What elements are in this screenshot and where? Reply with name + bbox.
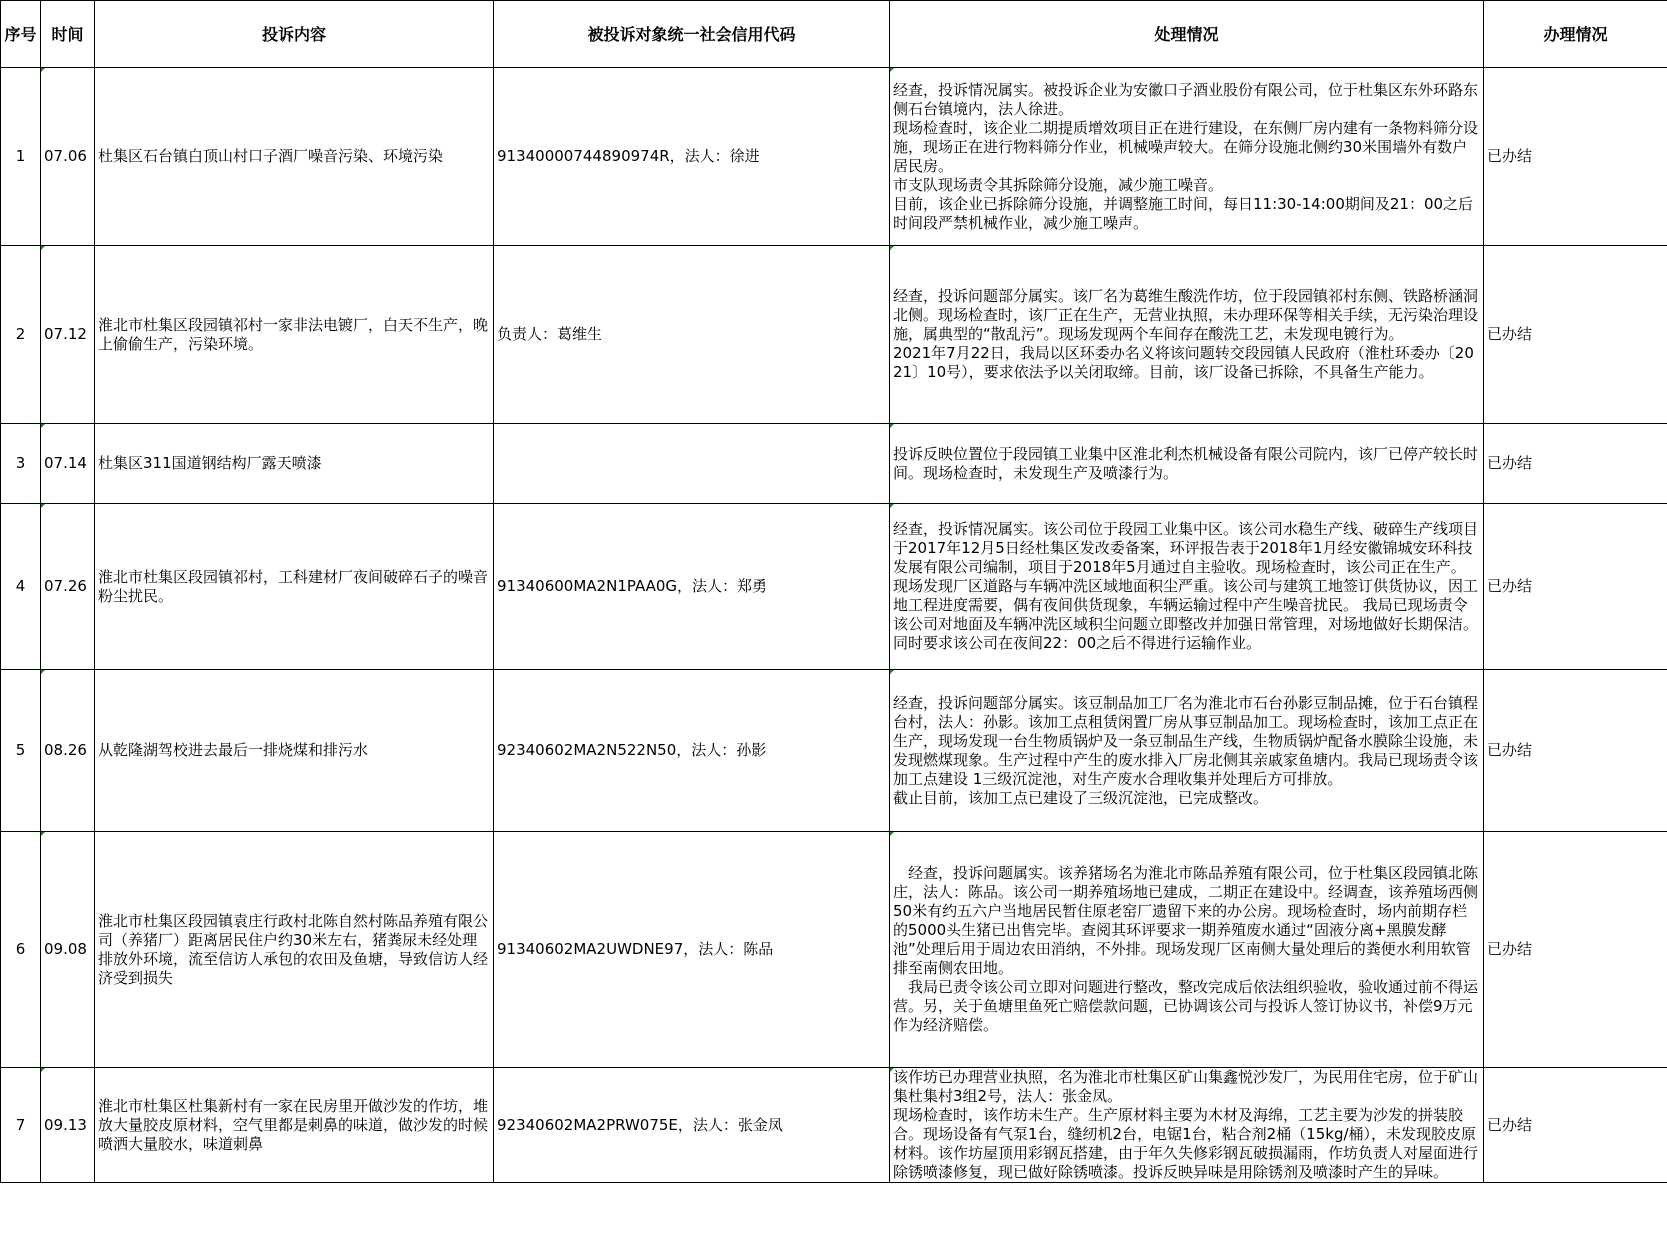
header-seq: 序号: [1, 1, 41, 68]
table-row: [1, 246, 1667, 424]
cell-handling: [890, 670, 1484, 832]
handling-paragraph: 2021年7月22日，我局以区环委办名义将该问题转交段园镇人民政府（淮杜环委办〔2021〕10号），要求依法予以关闭取缔。目前，该厂设备已拆除，不具备生产能力。: [893, 344, 1474, 381]
handling-paragraph: 经查，投诉情况属实。被投诉企业为安徽口子酒业股份有限公司，位于杜集区东外环路东侧石台镇境内，法人徐进。: [893, 80, 1479, 118]
cell-code: 91340600MA2N1PAA0G，法人：郑勇: [494, 504, 890, 670]
cell-handling: [890, 68, 1484, 246]
handling-paragraph: 市支队现场责令其拆除筛分设施，减少施工噪音。: [893, 175, 1224, 194]
cell-seq: 1: [1, 68, 41, 246]
cell-seq: 4: [1, 504, 41, 670]
handling-paragraph: 该作坊已办理营业执照，名为淮北市杜集区矿山集鑫悦沙发厂，为民用住宅房，位于矿山集杜集村3组2号，法人：张金凤。: [893, 1068, 1479, 1105]
cell-status: 已办结: [1484, 670, 1667, 832]
cell-seq: 3: [1, 424, 41, 504]
handling-paragraph: 经查，投诉问题属实。该养猪场名为淮北市陈品养殖有限公司，位于杜集区段园镇北陈庄，法人：陈品。该公司一期养殖场地已建成，二期正在建设中。经调查，该养殖场西侧50米有约五六户当地居民暂住原老窑厂遗留下来的办公房。现场检查时，场内前期存栏的5000头生猪已出售完毕。查阅其环评要求一期养殖废水通过“固液分离+黑膜发酵池”处理后用于周边农田消纳，不外排。现场发现厂区南侧大量处理后的粪便水利用软管排至南侧农田地。: [893, 864, 1479, 977]
cell-status: 已办结: [1484, 504, 1667, 670]
header-content: 投诉内容: [95, 1, 494, 68]
cell-content: 淮北市杜集区杜集新村有一家在民房里开做沙发的作坊，堆放大量胶皮原材料，空气里都是刺鼻的味道，做沙发的时候喷洒大量胶水，味道刺鼻: [95, 1068, 494, 1183]
header-handling: 处理情况: [890, 1, 1484, 68]
handling-paragraph: 经查，投诉情况属实。该公司位于段园工业集中区。该公司水稳生产线、破碎生产线项目于2017年12月5日经杜集区发改委备案，环评报告表于2018年1月经安徽锦城安环科技发展有限公司编制，项目于2018年5月通过自主验收。现场检查时，该公司正在生产。现场发现厂区道路与车辆冲洗区域地面积尘严重。该公司与建筑工地签订供货协议，因工地工程进度需要，偶有夜间供货现象，车辆运输过程中产生噪音扰民。 我局已现场责令该公司对地面及车辆冲洗区域积尘问题立即整改并加强日常管理，对场地做好长期保洁。同时要求该公司在夜间22：00之后不得进行运输作业。: [893, 520, 1479, 652]
cell-code: 91340602MA2UWDNE97，法人：陈品: [494, 832, 890, 1068]
cell-handling: [890, 832, 1484, 1068]
cell-seq: 5: [1, 670, 41, 832]
cell-content: 淮北市杜集区段园镇祁村，工科建材厂夜间破碎石子的噪音粉尘扰民。: [95, 504, 494, 670]
cell-content: 淮北市杜集区段园镇祁村一家非法电镀厂，白天不生产，晚上偷偷生产，污染环境。: [95, 246, 494, 424]
cell-time: 09.08: [41, 832, 95, 1068]
table-row: [1, 832, 1667, 1068]
table-row: [1, 424, 1667, 504]
cell-seq: 7: [1, 1068, 41, 1183]
cell-status: 已办结: [1484, 424, 1667, 504]
handling-paragraph: 现场检查时，该企业二期提质增效项目正在进行建设，在东侧厂房内建有一条物料筛分设施，现场正在进行物料筛分作业，机械噪声较大。在筛分设施北侧约30米围墙外有数户居民房。: [893, 118, 1479, 175]
header-row: [1, 1, 1667, 68]
handling-paragraph: 投诉反映位置位于段园镇工业集中区淮北利杰机械设备有限公司院内，该厂已停产较长时间。现场检查时，未发现生产及喷漆行为。: [893, 444, 1479, 482]
table-row: [1, 1068, 1667, 1183]
cell-time: 07.14: [41, 424, 95, 504]
cell-content: 淮北市杜集区段园镇袁庄行政村北陈自然村陈品养殖有限公司（养猪厂）距离居民住户约30米左右，猪粪尿未经处理排放外环境，流至信访人承包的农田及鱼塘，导致信访人经济受到损失: [95, 832, 494, 1068]
header-time: 时间: [41, 1, 95, 68]
cell-status: 已办结: [1484, 68, 1667, 246]
cell-status: 已办结: [1484, 246, 1667, 424]
cell-content: 从乾隆湖驾校进去最后一排烧煤和排污水: [95, 670, 494, 832]
handling-paragraph: 现场检查时，该作坊未生产。生产原材料主要为木材及海绵，工艺主要为沙发的拼装胶合。现场设备有气泵1台，缝纫机2台，电锯1台，粘合剂2桶（15kg/桶），未发现胶皮原材料。该作坊屋顶用彩钢瓦搭建，由于年久失修彩钢瓦破损漏雨，作坊负责人对屋面进行除锈喷漆修复，现已做好除锈喷漆。投诉反映异味是用除锈剂及喷漆时产生的异味。: [893, 1106, 1479, 1181]
table-row: [1, 504, 1667, 670]
cell-seq: 6: [1, 832, 41, 1068]
header-code: 被投诉对象统一社会信用代码: [494, 1, 890, 68]
cell-seq: 2: [1, 246, 41, 424]
table-row: [1, 68, 1667, 246]
table-row: [1, 670, 1667, 832]
header-status: 办理情况: [1484, 1, 1667, 68]
cell-code: [494, 424, 890, 504]
cell-time: 07.26: [41, 504, 95, 670]
handling-paragraph: 目前，该企业已拆除筛分设施，并调整施工时间，每日11:30-14:00期间及21：00之后时间段严禁机械作业，减少施工噪声。: [893, 194, 1474, 232]
handling-paragraph: 我局已责令该公司立即对问题进行整改，整改完成后依法组织验收，验收通过前不得运营。另，关于鱼塘里鱼死亡赔偿款问题，已协调该公司与投诉人签订协议书，补偿9万元作为经济赔偿。: [893, 978, 1479, 1034]
cell-code: 9134000074489097​4R，法人：徐进: [494, 68, 890, 246]
cell-handling: [890, 246, 1484, 424]
cell-code: 92340602MA2PRW075E，法人：张金凤: [494, 1068, 890, 1183]
cell-time: 09.13: [41, 1068, 95, 1183]
cell-handling: [890, 1068, 1484, 1183]
handling-paragraph: 经查，投诉问题部分属实。该厂名为葛维生酸洗作坊，位于段园镇祁村东侧、铁路桥涵洞北侧。现场检查时，该厂正在生产，无营业执照，未办理环保等相关手续，无污染治理设施，属典型的“散乱污”。现场发现两个车间存在酸洗工艺，未发现电镀行为。: [893, 287, 1479, 343]
cell-status: 已办结: [1484, 1068, 1667, 1183]
cell-time: 07.06: [41, 68, 95, 246]
cell-handling: [890, 424, 1484, 504]
cell-content: 杜集区石台镇白顶山村口子酒厂噪音污染、环境污染: [95, 68, 494, 246]
cell-status: 已办结: [1484, 832, 1667, 1068]
cell-code: 负责人：葛维生: [494, 246, 890, 424]
cell-code: 92340602MA2N522N50，法人：孙影: [494, 670, 890, 832]
handling-paragraph: 经查，投诉问题部分属实。该豆制品加工厂名为淮北市石台孙影豆制品摊，位于石台镇程台村，法人：孙影。该加工点租赁闲置厂房从事豆制品加工。现场检查时，该加工点正在生产，现场发现一台生物质锅炉及一条豆制品生产线，生物质锅炉配备水膜除尘设施，未发现燃煤现象。生产过程中产生的废水排入厂房北侧其亲戚家鱼塘内。我局已现场责令该加工点建设 1三级沉淀池，对生产废水合理收集并处理后方可排放。: [893, 693, 1479, 788]
cell-handling: [890, 504, 1484, 670]
handling-paragraph: 截止目前，该加工点已建设了三级沉淀池，已完成整改。: [893, 788, 1269, 807]
cell-time: 08.26: [41, 670, 95, 832]
cell-time: 07.12: [41, 246, 95, 424]
cell-content: 杜集区311国道钢结构厂露天喷漆: [95, 424, 494, 504]
